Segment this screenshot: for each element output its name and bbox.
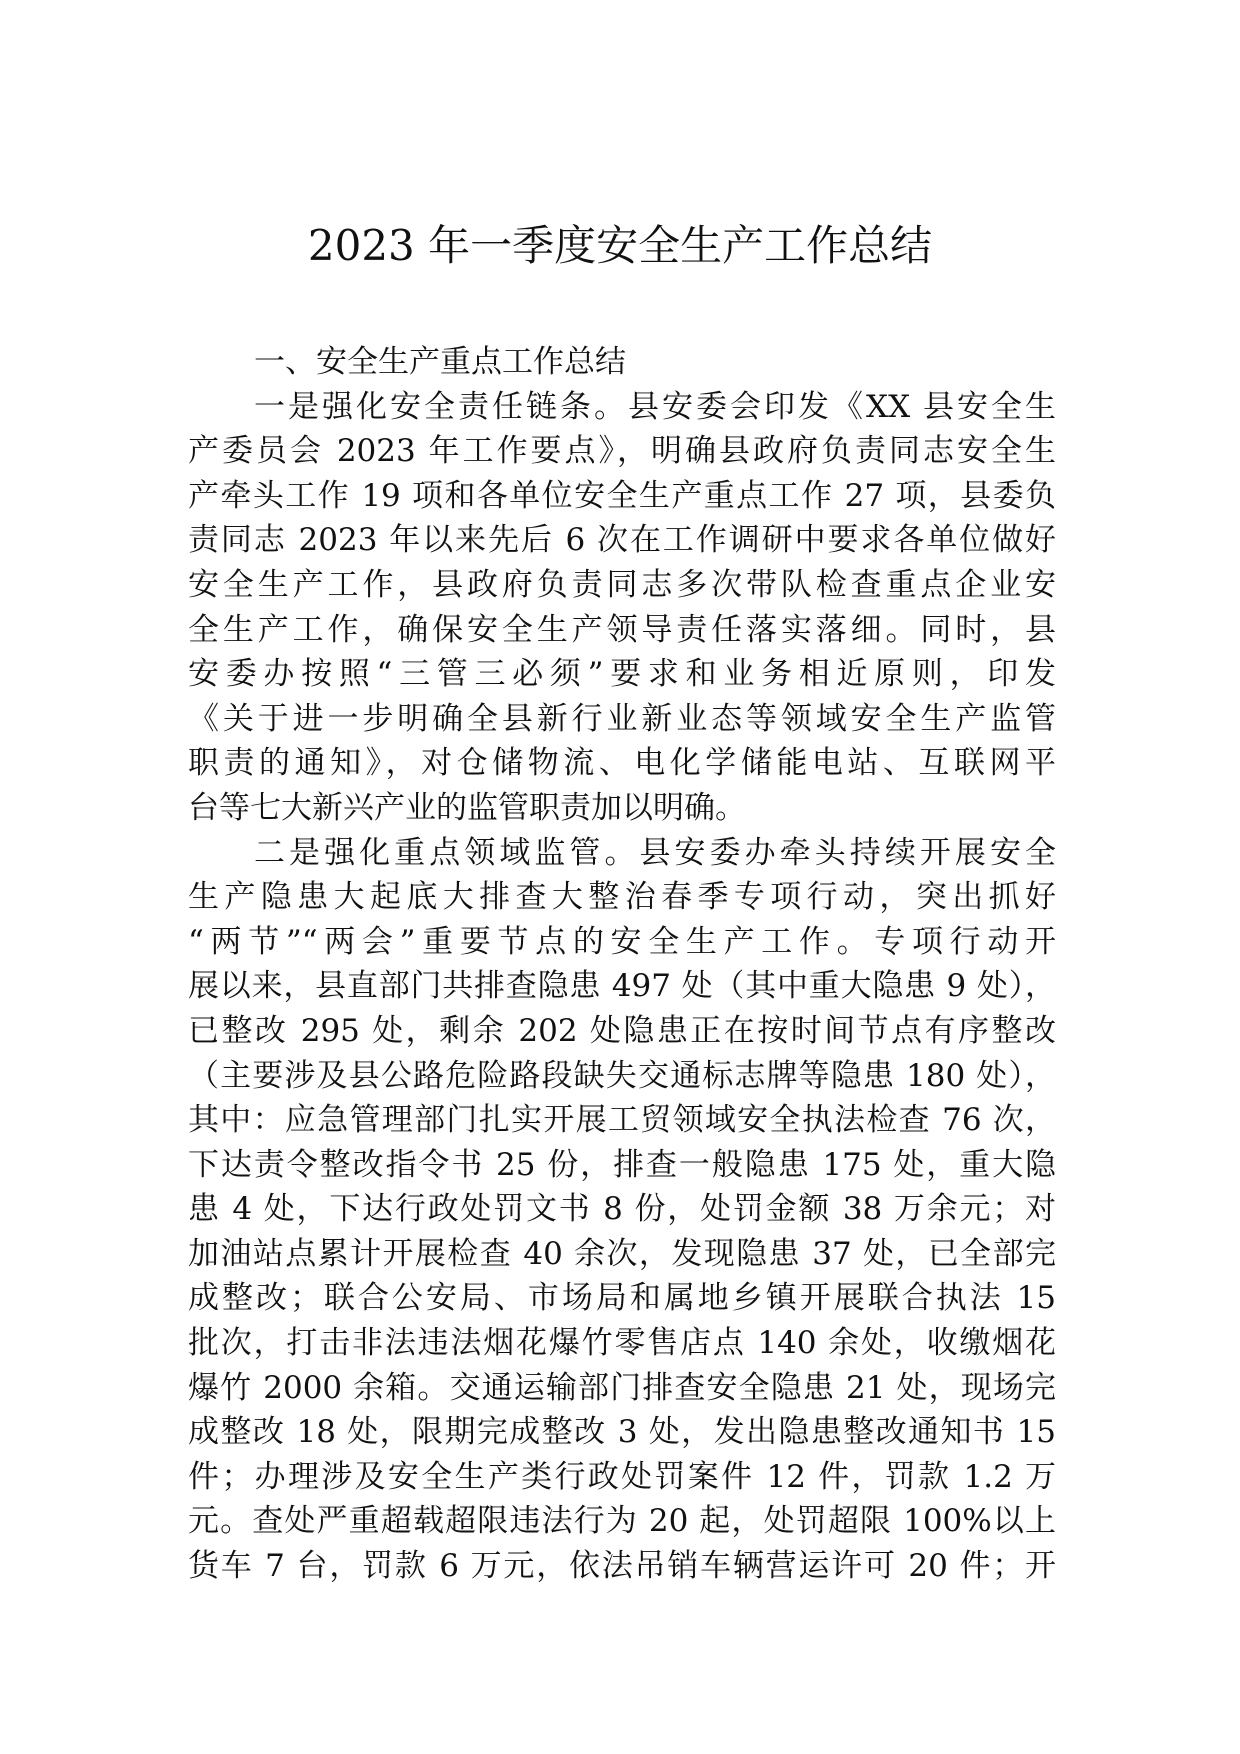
paragraph-line: （主要涉及县公路危险路段缺失交通标志牌等隐患 180 处）， bbox=[188, 1057, 1056, 1094]
paragraph-line: 《关于进一步明确全县新行业新业态等领域安全生产监管 bbox=[188, 700, 1056, 737]
paragraph-line: 货车 7 台，罚款 6 万元，依法吊销车辆营运许可 20 件；开 bbox=[188, 1548, 1056, 1585]
document-body bbox=[188, 340, 1056, 1589]
paragraph-line: 台等七大新兴产业的监管职责加以明确。 bbox=[188, 789, 746, 826]
paragraph-line: 件；办理涉及安全生产类行政处罚案件 12 件，罚款 1.2 万 bbox=[188, 1458, 1056, 1495]
section-heading: 一、安全生产重点工作总结 bbox=[254, 344, 626, 380]
paragraph-line: 展以来，县直部门共排查隐患 497 处（其中重大隐患 9 处）， bbox=[188, 968, 1056, 1005]
document-title: 2023 年一季度安全生产工作总结 bbox=[307, 221, 933, 270]
paragraph-line: 成整改；联合公安局、市场局和属地乡镇开展联合执法 15 bbox=[188, 1280, 1056, 1317]
paragraph-line: 安全生产工作，县政府负责同志多次带队检查重点企业安 bbox=[188, 566, 1056, 603]
paragraph-line: 下达责令整改指令书 25 份，排查一般隐患 175 处，重大隐 bbox=[188, 1146, 1056, 1183]
paragraph-line: 一是强化安全责任链条。县安委会印发《XX 县安全生 bbox=[254, 388, 1056, 425]
paragraph-line: 批次，打击非法违法烟花爆竹零售店点 140 余处，收缴烟花 bbox=[188, 1325, 1056, 1362]
paragraph-line: 职责的通知》，对仓储物流、电化学储能电站、互联网平 bbox=[188, 745, 1056, 782]
paragraph-line: 元。查处严重超载超限违法行为 20 起，处罚超限 100%以上 bbox=[188, 1503, 1056, 1540]
paragraph-line: 产牵头工作 19 项和各单位安全生产重点工作 27 项，县委负 bbox=[188, 477, 1056, 514]
paragraph-line: 生产隐患大起底大排查大整治春季专项行动，突出抓好 bbox=[188, 879, 1056, 916]
paragraph-line: “两节”“两会”重要节点的安全生产工作。专项行动开 bbox=[188, 923, 1056, 960]
paragraph-line: 产委员会 2023 年工作要点》，明确县政府负责同志安全生 bbox=[188, 433, 1056, 470]
paragraph-line: 已整改 295 处，剩余 202 处隐患正在按时间节点有序整改 bbox=[188, 1012, 1056, 1049]
paragraph-line: 全生产工作，确保安全生产领导责任落实落细。同时，县 bbox=[188, 611, 1056, 648]
paragraph-line: 爆竹 2000 余箱。交通运输部门排查安全隐患 21 处，现场完 bbox=[188, 1369, 1056, 1406]
paragraph-line: 成整改 18 处，限期完成整改 3 处，发出隐患整改通知书 15 bbox=[188, 1414, 1056, 1451]
paragraph-line: 加油站点累计开展检查 40 余次，发现隐患 37 处，已全部完 bbox=[188, 1235, 1056, 1272]
paragraph-line: 二是强化重点领域监管。县安委办牵头持续开展安全 bbox=[254, 834, 1056, 871]
paragraph-line: 其中：应急管理部门扎实开展工贸领域安全执法检查 76 次， bbox=[188, 1102, 1056, 1139]
paragraph-line: 患 4 处，下达行政处罚文书 8 份，处罚金额 38 万余元；对 bbox=[188, 1191, 1056, 1228]
paragraph-line: 安委办按照“三管三必须”要求和业务相近原则，印发 bbox=[188, 656, 1056, 693]
paragraph-line: 责同志 2023 年以来先后 6 次在工作调研中要求各单位做好 bbox=[188, 522, 1056, 559]
